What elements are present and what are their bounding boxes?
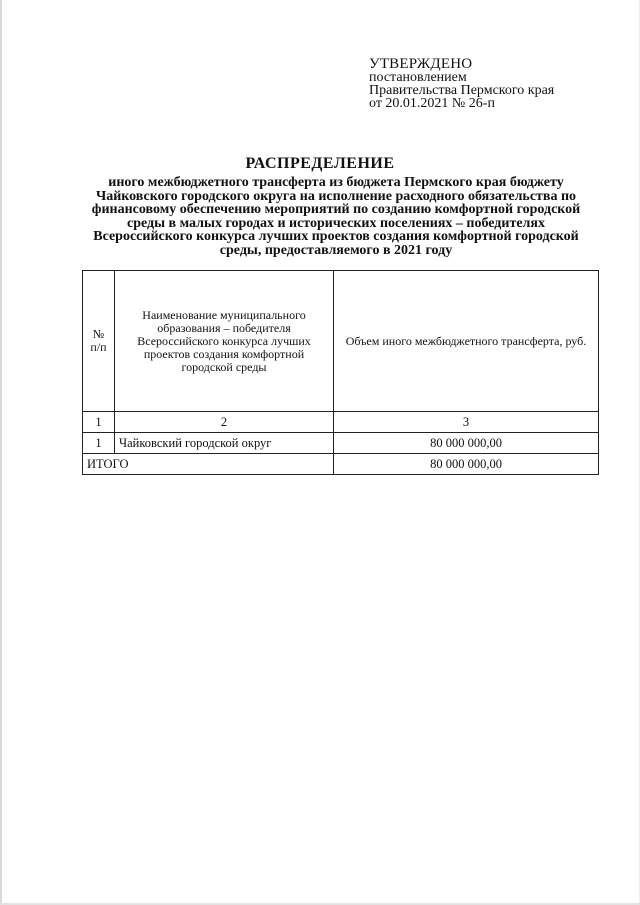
total-amount: 80 000 000,00 (334, 454, 599, 475)
header-amount: Объем иного межбюджетного трансферта, руб. (334, 271, 599, 412)
approval-block (369, 58, 554, 110)
approval-line-2: Правительства Пермского края (369, 83, 555, 98)
column-number: 3 (334, 412, 599, 433)
table-row (83, 433, 599, 454)
row-name: Чайковский городской округ (115, 433, 334, 454)
approval-line-3: от 20.01.2021 № 26-п (369, 96, 495, 111)
distribution-table (82, 270, 599, 475)
document-subtitle: иного межбюджетного трансферта из бюджета Пермского края бюджету Чайковского городского округа на исполнение расходного обязательства по финансовому обеспечению мероприятий по созданию комфортной городской среды в малых городах и исторических поселениях – победителях Всероссийского конкурса лучших проектов создания комфортной городской среды, предоставляемого в 2021 году (91, 175, 581, 258)
total-row (83, 454, 599, 475)
approval-heading: УТВЕРЖДЕНО (369, 56, 473, 72)
row-num: 1 (83, 433, 115, 454)
scan-left-edge (0, 0, 2, 905)
row-amount: 80 000 000,00 (334, 433, 599, 454)
header-num: № п/п (83, 271, 115, 412)
header-name: Наименование муниципального образования – победителя Всероссийского конкурса лучших проектов создания комфортной городской среды (115, 271, 334, 412)
total-label: ИТОГО (83, 454, 334, 475)
column-number-row (83, 412, 599, 433)
approval-line-1: постановлением (369, 70, 467, 85)
column-number: 2 (115, 412, 334, 433)
document-title: РАСПРЕДЕЛЕНИЕ (245, 155, 395, 172)
table-header-row (83, 271, 599, 412)
column-number: 1 (83, 412, 115, 433)
